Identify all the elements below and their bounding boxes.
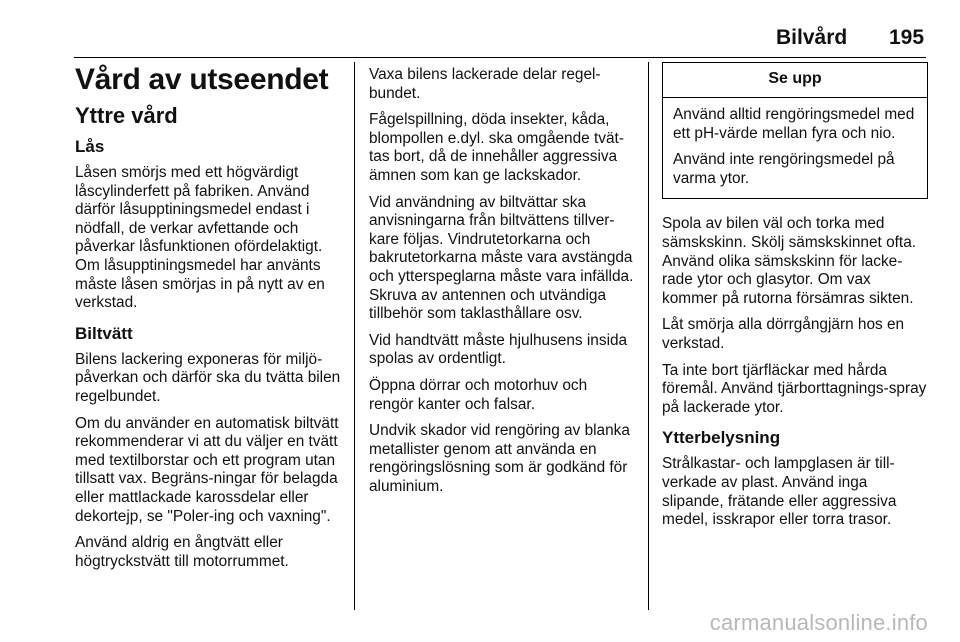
subsection-heading-locks: Lås xyxy=(75,137,105,156)
warning-body xyxy=(663,98,927,198)
header-rule xyxy=(74,57,926,58)
subsection-heading-lights: Ytterbelysning xyxy=(662,428,781,448)
paragraph: Vid användning av biltvättar ska anvisningarna från biltvättens tillver-kare följas. Vindrutetorkarna och bakrutetorkarna måste vara avstängda och ytterspeglarna måste vara infällda. Skruva av antennen och utvändiga tillbehör som taklasthållare osv. xyxy=(369,193,634,323)
paragraph: Låt smörja alla dörrgångjärn hos en verkstad. xyxy=(662,316,905,352)
paragraph: Vaxa bilens lackerade delar regel-bundet. xyxy=(369,66,601,102)
warning-paragraph: Använd inte rengöringsmedel på varma ytor. xyxy=(673,151,895,187)
subsection-heading-wash: Biltvätt xyxy=(75,323,133,343)
warning-box xyxy=(662,62,928,199)
warning-paragraph: Använd alltid rengöringsmedel med ett pH-värde mellan fyra och nio. xyxy=(673,106,915,142)
paragraph: Använd aldrig en ångtvätt eller högtryckstvätt till motorrummet. xyxy=(75,534,289,570)
paragraph: Vid handtvätt måste hjulhusens insida spolas av ordentligt. xyxy=(369,331,628,368)
column-left xyxy=(75,62,343,579)
page-header xyxy=(0,26,960,56)
warning-title: Se upp xyxy=(663,63,927,98)
section-title: Bilvård xyxy=(776,26,848,49)
paragraph: Strålkastar- och lampglasen är till-verkade av plast. Använd inga slipande, frätande eller aggressiva medel, isskrapor eller torra trasor. xyxy=(662,455,897,529)
paragraph: Undvik skador vid rengöring av blanka metallister genom att använda en rengöringslösning som är godkänd för aluminium. xyxy=(369,422,630,495)
column-right xyxy=(662,62,928,538)
section-heading: Yttre vård xyxy=(75,103,178,128)
paragraph: Öppna dörrar och motorhuv och rengör kanter och falsar. xyxy=(369,376,588,413)
paragraph: Fågelspillning, döda insekter, kåda, blompollen e.dyl. ska omgående tvät-tas bort, då de innehåller aggressiva ämnen som kan ge lackskador. xyxy=(369,111,624,184)
paragraph: Om du använder en automatisk biltvätt rekommenderar vi att du väljer en tvätt med textilborstar och ett program utan tillsatt vax. Begräns-ningar för belagda eller mattlackade karossdelar eller dekortejp, se "Poler-ing och vaxning". xyxy=(75,414,339,525)
page-number: 195 xyxy=(889,26,925,49)
column-divider xyxy=(354,62,355,610)
paragraph: Ta inte bort tjärfläckar med hårda föremål. Använd tjärborttagnings-spray på lackerade ytor. xyxy=(662,361,927,416)
column-divider xyxy=(648,62,649,610)
paragraph: Låsen smörjs med ett högvärdigt låscylinderfett på fabriken. Använd därför låsupptiningsmedel endast i nödfall, de verkar avfettande och påverkar låsfunktionen ofördelaktigt. Om låsupptiningsmedel har använts måste låsen smörjas in på nytt av en verkstad. xyxy=(75,164,325,312)
column-middle xyxy=(369,66,635,504)
watermark: carmanualsonline.info xyxy=(709,610,928,635)
paragraph: Spola av bilen väl och torka med sämskskinn. Skölj sämskskinnet ofta. Använd olika sämskskinn för lacke-rade ytor och glasytor. Om vax kommer på rutorna försämras sikten. xyxy=(662,215,917,307)
paragraph: Bilens lackering exponeras för miljö-påverkan och därför ska du tvätta bilen regelbundet. xyxy=(75,350,341,405)
page-title: Vård av utseendet xyxy=(75,63,329,96)
